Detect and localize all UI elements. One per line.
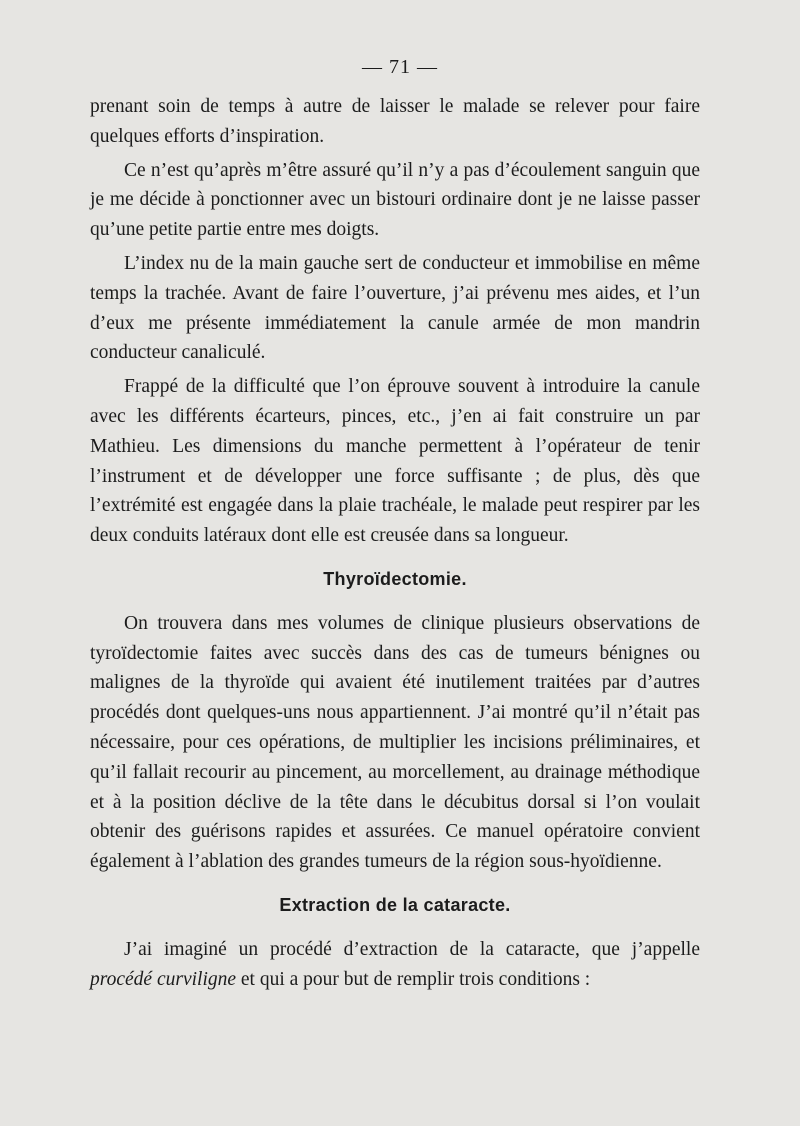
paragraph-continuation: prenant soin de temps à autre de laisser le malade se relever pour faire quelques efforts d’inspiration. (90, 96, 700, 147)
cataract-text-after: et qui a pour but de remplir trois conditions : (236, 968, 591, 990)
cataract-procedure-name: procédé curviligne (90, 968, 237, 990)
page-number: — 71 — (362, 56, 438, 78)
cataract-text-before: J’ai imaginé un procédé d’extraction de la cataracte, que j’appelle (124, 938, 700, 960)
paragraph-cannula-instrument: Frappé de la difficulté que l’on éprouve souvent à introduire la canule avec les différents écarteurs, pinces, etc., j’en ai fait construire un par Mathieu. Les dimensions du manche permettent à l’opérateur de tenir l’instrument et de développer une force suffisante ; de plus, dès que l’extrémité est engagée dans la plaie trachéale, le malade peut respirer par les deux conduits latéraux dont elle est creusée dans sa longueur. (90, 376, 700, 547)
section-heading-cataract: Extraction de la cataracte. (279, 894, 511, 915)
section-heading-thyroidectomy: Thyroïdectomie. (323, 568, 467, 589)
body-text (90, 92, 700, 994)
paragraph-thyroidectomy: On trouvera dans mes volumes de clinique plusieurs observations de tyroïdectomie faites avec succès dans des cas de tumeurs bénignes ou malignes de la thyroïde qui avaient été inutilement traitées par d’autres procédés dont quelques-uns nous appartiennent. J’ai montré qu’il n’était pas nécessaire, pour ces opérations, de multiplier les incisions préliminaires, et qu’il fallait recourir au pincement, au morcellement, au drainage méthodique et à la position déclive de la tête dans le décubitus dorsal si l’on voulait obtenir des guérisons rapides et assurées. Ce manuel opératoire convient également à l’ablation des grandes tumeurs de la région sous-hyoïdienne. (90, 612, 700, 873)
paragraph-bleeding-check: Ce n’est qu’après m’être assuré qu’il n’y a pas d’écoulement sanguin que je me décide à ponctionner avec un bistouri ordinaire dont je ne laisse passer qu’une petite partie entre mes doigts. (90, 159, 700, 241)
paragraph-cataract (90, 935, 700, 995)
paragraph-index-finger: L’index nu de la main gauche sert de conducteur et immobilise en même temps la trachée. Avant de faire l’ouverture, j’ai prévenu mes aides, et l’un d’eux me présente immédiatement la canule armée de mon mandrin conducteur canaliculé. (90, 252, 700, 364)
